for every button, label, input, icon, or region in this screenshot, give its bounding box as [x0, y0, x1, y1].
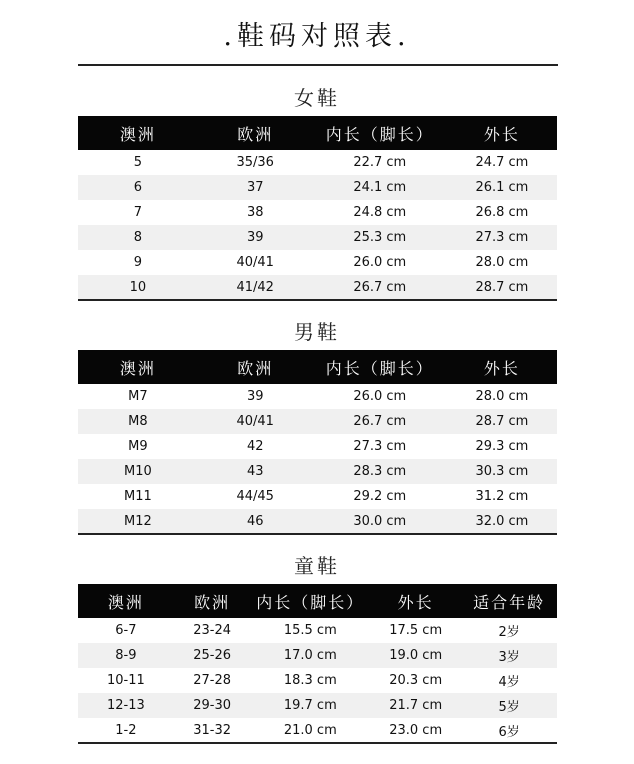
table-cell: 26.0 cm [353, 389, 407, 404]
kids-size-table [78, 584, 557, 744]
table-row [78, 434, 557, 459]
column-header: 内长（脚长） [325, 124, 434, 144]
table-cell: 46 [246, 513, 264, 529]
table-cell: 20.3 cm [389, 673, 443, 688]
table-cell: 40/41 [236, 255, 274, 270]
kids-section-title: 童鞋 [294, 554, 340, 578]
table-cell: 22.7 cm [353, 155, 407, 170]
table-cell: 42 [246, 439, 264, 454]
table-header-row [78, 350, 557, 384]
table-row [78, 668, 557, 693]
table-cell: 3岁 [498, 650, 520, 665]
table-cell: 39 [246, 389, 264, 404]
column-header: 澳洲 [119, 358, 156, 378]
column-header: 欧洲 [194, 592, 231, 612]
table-cell: 21.0 cm [283, 722, 337, 738]
table-row [78, 225, 557, 250]
table-cell: 23.0 cm [389, 722, 443, 738]
table-cell: M12 [123, 513, 152, 529]
table-cell: 43 [246, 464, 264, 479]
table-cell: 8-9 [115, 648, 137, 663]
table-cell: 26.7 cm [353, 279, 407, 295]
table-cell: 5 [133, 155, 143, 170]
table-cell: 4岁 [498, 675, 520, 690]
table-cell: 17.0 cm [283, 648, 337, 663]
table-cell: 32.0 cm [475, 513, 529, 529]
table-cell: 28.7 cm [475, 414, 529, 429]
table-cell: 28.3 cm [353, 464, 407, 479]
women-size-table [78, 116, 557, 301]
table-cell: 40/41 [236, 414, 274, 429]
table-cell: 10 [129, 279, 147, 295]
table-row [78, 409, 557, 434]
table-row [78, 150, 557, 175]
column-header: 澳洲 [107, 592, 144, 612]
table-cell: 6岁 [498, 724, 520, 740]
table-cell: 26.1 cm [475, 180, 529, 195]
table-cell: 9 [133, 255, 143, 270]
table-cell: 15.5 cm [283, 623, 337, 638]
column-header: 内长（脚长） [325, 358, 434, 378]
column-header: 内长（脚长） [256, 592, 365, 612]
table-row [78, 200, 557, 225]
table-row [78, 275, 557, 300]
table-cell: 5岁 [498, 700, 520, 715]
table-cell: 27.3 cm [353, 439, 407, 454]
table-cell: 28.7 cm [475, 279, 529, 295]
table-cell: 17.5 cm [389, 623, 443, 638]
table-row [78, 484, 557, 509]
table-header-row [78, 116, 557, 150]
table-cell: 6 [133, 180, 143, 195]
table-cell: 26.8 cm [475, 205, 529, 220]
table-cell: 28.0 cm [475, 255, 529, 270]
table-cell: M8 [128, 414, 148, 429]
table-row [78, 384, 557, 409]
table-cell: 29.2 cm [353, 489, 407, 504]
column-header: 欧洲 [237, 124, 274, 144]
table-cell: 39 [246, 230, 264, 245]
table-cell: 24.8 cm [353, 205, 407, 220]
table-header-row [78, 584, 557, 618]
table-cell: 2岁 [498, 625, 520, 640]
table-cell: 24.1 cm [353, 180, 407, 195]
table-cell: 25.3 cm [353, 230, 407, 245]
table-cell: 27-28 [193, 673, 231, 688]
table-cell: 29.3 cm [475, 439, 529, 454]
table-cell: 18.3 cm [283, 673, 337, 688]
table-cell: 38 [246, 205, 264, 220]
table-cell: 24.7 cm [475, 155, 529, 170]
table-row [78, 693, 557, 718]
column-header: 适合年龄 [473, 592, 546, 612]
table-cell: 10-11 [107, 673, 145, 688]
table-cell: M11 [123, 489, 152, 504]
table-row [78, 618, 557, 643]
column-header: 欧洲 [237, 358, 274, 378]
table-row [78, 459, 557, 484]
table-row [78, 643, 557, 668]
table-cell: 6-7 [115, 623, 137, 638]
table-cell: 29-30 [193, 698, 231, 713]
table-cell: 31-32 [193, 722, 231, 738]
table-cell: 44/45 [236, 489, 274, 504]
table-cell: 8 [133, 230, 143, 245]
column-header: 外长 [483, 358, 520, 378]
table-cell: M10 [123, 464, 152, 479]
women-section-title: 女鞋 [294, 86, 340, 110]
table-cell: 12-13 [107, 698, 145, 713]
men-section-title: 男鞋 [294, 320, 340, 344]
table-cell: 19.0 cm [389, 648, 443, 663]
table-row [78, 250, 557, 275]
table-cell: 1-2 [115, 722, 137, 738]
table-cell: 26.7 cm [353, 414, 407, 429]
table-row [78, 509, 557, 534]
column-header: 澳洲 [119, 124, 156, 144]
men-size-table [78, 350, 557, 535]
table-cell: 21.7 cm [389, 698, 443, 713]
table-cell: 23-24 [193, 623, 231, 638]
table-cell: 41/42 [236, 279, 274, 295]
title-divider [78, 64, 558, 66]
table-cell: 7 [133, 205, 143, 220]
column-header: 外长 [397, 592, 434, 612]
table-cell: 37 [246, 180, 264, 195]
column-header: 外长 [483, 124, 520, 144]
table-cell: 30.3 cm [475, 464, 529, 479]
table-cell: 19.7 cm [283, 698, 337, 713]
table-cell: 31.2 cm [475, 489, 529, 504]
table-cell: M7 [128, 389, 148, 404]
table-cell: 30.0 cm [353, 513, 407, 529]
table-cell: 26.0 cm [353, 255, 407, 270]
table-cell: 28.0 cm [475, 389, 529, 404]
table-cell: 35/36 [236, 155, 274, 170]
table-cell: 27.3 cm [475, 230, 529, 245]
table-cell: 25-26 [193, 648, 231, 663]
page-title: .鞋码对照表. [223, 21, 411, 52]
table-cell: M9 [128, 439, 148, 454]
table-row [78, 175, 557, 200]
table-row [78, 718, 557, 743]
